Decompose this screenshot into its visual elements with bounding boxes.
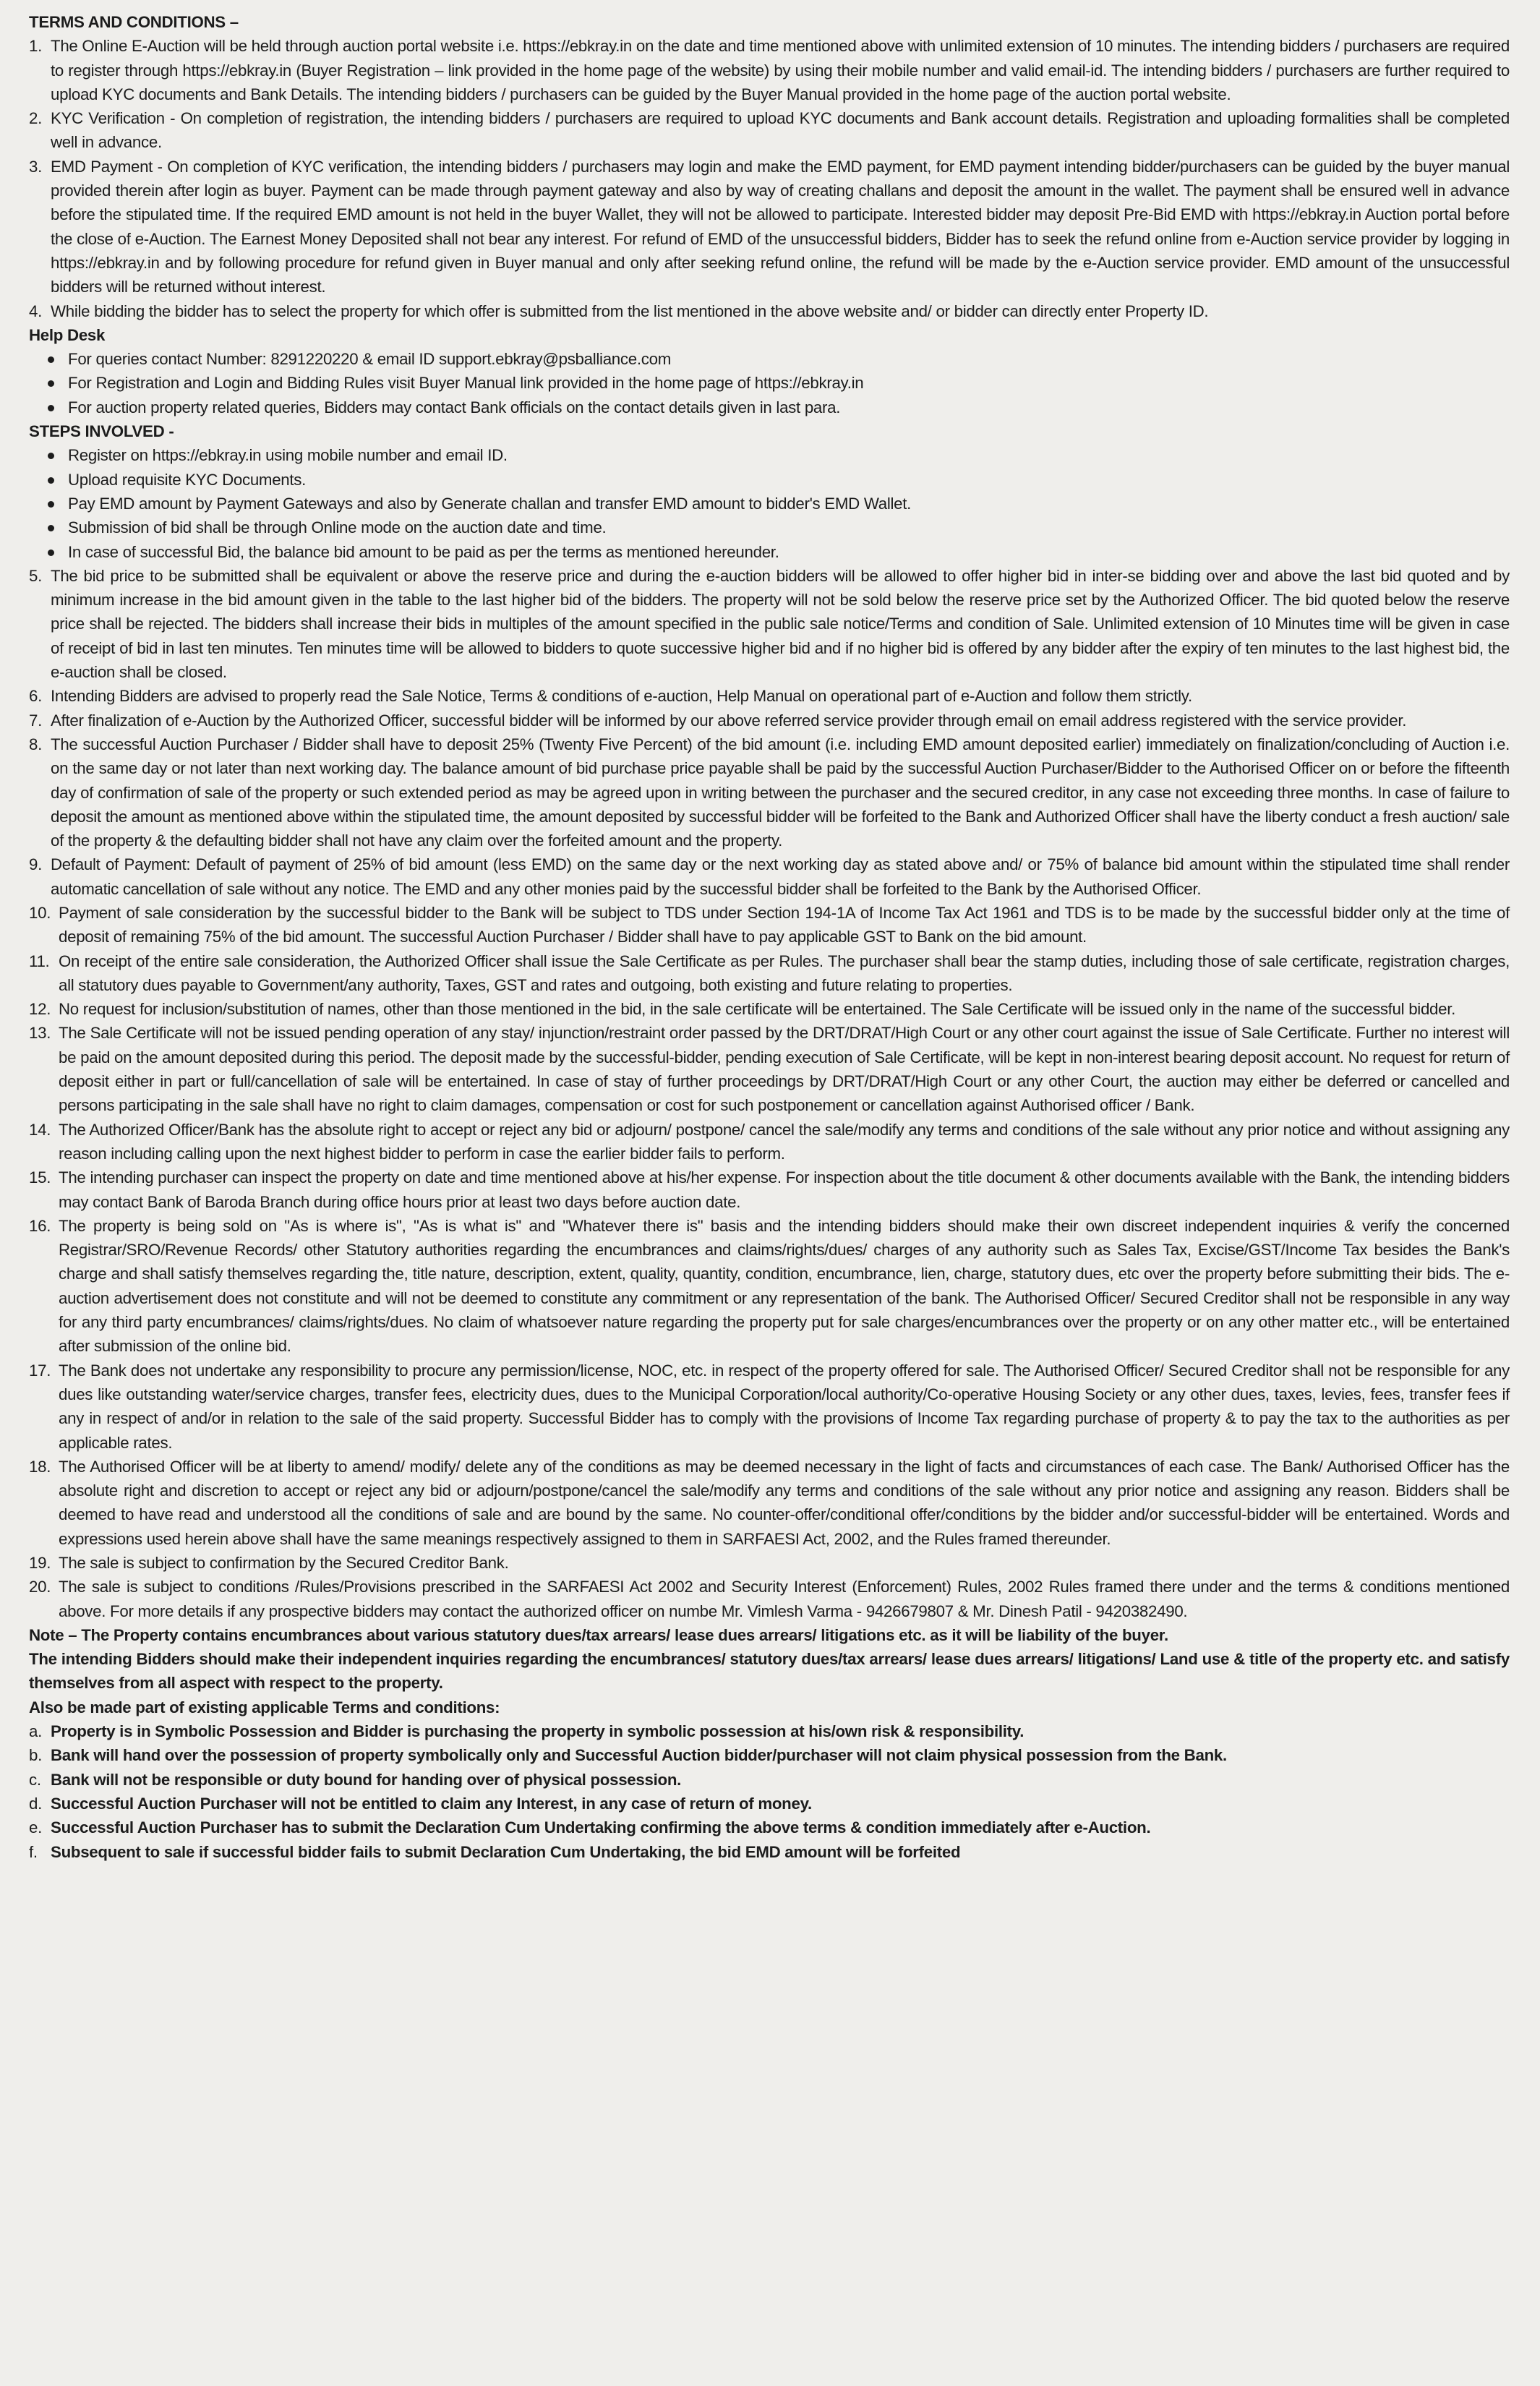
term-number: 10. — [29, 903, 51, 922]
term-text: Bank will not be responsible or duty bound for handing over of physical possession. — [51, 1770, 682, 1789]
term-number: 17. — [29, 1361, 51, 1380]
terms-list-a — [29, 34, 1510, 323]
term-number: 13. — [29, 1024, 51, 1043]
step-item — [29, 492, 1510, 516]
step-item — [29, 540, 1510, 564]
term-item-5 — [29, 564, 1510, 684]
terms-list-b — [29, 564, 1510, 1623]
term-item-11 — [29, 949, 1510, 998]
term-number: 18. — [29, 1457, 51, 1476]
term-item-20 — [29, 1575, 1510, 1623]
term-number: 1. — [29, 37, 42, 56]
term-text: Payment of sale consideration by the successful bidder to the Bank will be subject to TDS under Section 194-1A of Income Tax Act 1961 and TDS is to be made by the successful bidder only at the time of deposit of remaining 75% of the bid amount. The successful Auction Purchaser / Bidder shall have to pay applicable GST to Bank on the bid amount. — [59, 903, 1510, 946]
term-item-10 — [29, 901, 1510, 949]
term-text: Bank will hand over the possession of property symbolically only and Successful Auction bidder/purchaser will not claim physical possession from the Bank. — [51, 1746, 1227, 1765]
term-item-8 — [29, 732, 1510, 852]
term-item-19 — [29, 1551, 1510, 1575]
term-text: No request for inclusion/substitution of names, other than those mentioned in the bid, in the sale certificate will be entertained. The Sale Certificate will be issued only in the name of the successful bidder. — [59, 1000, 1456, 1019]
steps-heading: STEPS INVOLVED - — [29, 422, 174, 441]
term-letter: b. — [29, 1746, 42, 1765]
term-item-3 — [29, 155, 1510, 299]
term-text: Successful Auction Purchaser has to submit the Declaration Cum Undertaking confirming the above terms & condition immediately after e-Auction. — [51, 1818, 1151, 1837]
term-text: Intending Bidders are advised to properly read the Sale Notice, Terms & conditions of e-auction, Help Manual on operational part of e-Auction and follow them strictly. — [51, 687, 1192, 706]
term-number: 11. — [29, 952, 50, 970]
help-item — [29, 371, 1510, 395]
step-text: In case of successful Bid, the balance bid amount to be paid as per the terms as mentioned hereunder. — [68, 542, 779, 561]
help-desk-heading: Help Desk — [29, 325, 106, 344]
term-number: 3. — [29, 157, 42, 176]
additional-term-item — [29, 1816, 1510, 1839]
step-item — [29, 516, 1510, 539]
term-item-14 — [29, 1118, 1510, 1166]
term-text: While bidding the bidder has to select the property for which offer is submitted from the list mentioned in the above website and/ or bidder can directly enter Property ID. — [51, 302, 1209, 320]
help-text: For auction property related queries, Bidders may contact Bank officials on the contact details given in last para. — [68, 398, 841, 416]
term-text: Subsequent to sale if successful bidder fails to submit Declaration Cum Undertaking, the bid EMD amount will be forfeited — [51, 1842, 961, 1861]
term-item-15 — [29, 1166, 1510, 1214]
term-number: 20. — [29, 1578, 51, 1596]
help-text: For queries contact Number: 8291220220 & email ID support.ebkray@psballiance.com — [68, 350, 671, 369]
intending-bidders-paragraph: The intending Bidders should make their independent inquiries regarding the encumbrances/ statutory dues/tax arrears/ lease dues arrears/ litigations/ Land use & title of the property etc. and satisfy themselves from all aspect with respect to the property. — [29, 1650, 1510, 1693]
term-number: 5. — [29, 566, 42, 585]
additional-terms-heading: Also be made part of existing applicable Terms and conditions: — [29, 1698, 500, 1716]
term-item-16 — [29, 1214, 1510, 1359]
step-text: Submission of bid shall be through Online mode on the auction date and time. — [68, 518, 607, 537]
term-number: 2. — [29, 109, 42, 128]
term-text: The sale is subject to confirmation by the Secured Creditor Bank. — [59, 1554, 509, 1572]
help-item — [29, 395, 1510, 419]
additional-term-item — [29, 1792, 1510, 1816]
term-text: EMD Payment - On completion of KYC verification, the intending bidders / purchasers may login and make the EMD payment, for EMD payment intending bidder/purchasers can be guided by the buyer manual provided therein after login as buyer. Payment can be made through payment gateway and also by way of creating challans and deposit the amount in the wallet. The payment shall be ensured well in advance before the stipulated time. If the required EMD amount is not held in the buyer Wallet, they will not be allowed to participate. Interested bidder may deposit Pre-Bid EMD with https://ebkray.in Auction portal before the close of e-Auction. The Earnest Money Deposited shall not bear any interest. For refund of EMD of the unsuccessful bidders, Bidder has to seek the refund online from e-Auction service provider by logging in https://ebkray.in and by following procedure for refund given in Buyer manual and only after seeking refund online, the refund will be made by the e-Auction service provider. EMD amount of the unsuccessful bidders will be returned without interest. — [51, 157, 1510, 296]
term-number: 8. — [29, 735, 42, 753]
term-number: 19. — [29, 1554, 51, 1572]
term-item-18 — [29, 1455, 1510, 1551]
term-item-2 — [29, 106, 1510, 155]
term-text: Successful Auction Purchaser will not be entitled to claim any Interest, in any case of return of money. — [51, 1794, 812, 1813]
help-text: For Registration and Login and Bidding Rules visit Buyer Manual link provided in the home page of https://ebkray.in — [68, 374, 864, 393]
term-number: 6. — [29, 687, 42, 706]
steps-list — [29, 443, 1510, 563]
term-number: 4. — [29, 302, 42, 320]
additional-term-item — [29, 1743, 1510, 1767]
term-letter: c. — [29, 1770, 41, 1789]
term-letter: d. — [29, 1794, 42, 1813]
term-letter: e. — [29, 1818, 42, 1837]
term-text: The Authorised Officer will be at liberty to amend/ modify/ delete any of the conditions as may be deemed necessary in the light of facts and circumstances of each case. The Bank/ Authorised Officer has the absolute right and discretion to accept or reject any bid or adjourn/postpone/cancel the sale/modify any terms and conditions of the sale without any prior notice and assigning any reason. Bidders shall be deemed to have read and understood all the conditions of sale and are bound by the same. No counter-offer/conditional offer/conditions by the bidder and/or successful-bidder will be entertained. Words and expressions used herein above shall have the same meanings respectively assigned to them in SARFAESI Act, 2002, and the Rules framed thereunder. — [59, 1457, 1510, 1548]
term-text: KYC Verification - On completion of registration, the intending bidders / purchasers are required to upload KYC documents and Bank account details. Registration and uploading formalities shall be completed well in advance. — [51, 109, 1510, 152]
step-item — [29, 443, 1510, 467]
term-text: The Online E-Auction will be held through auction portal website i.e. https://ebkray.in on the date and time mentioned above with unlimited extension of 10 minutes. The intending bidders / purchasers are required to register through https://ebkray.in (Buyer Registration – link provided in the home page of the website) by using their mobile number and valid email-id. The intending bidders / purchasers are further required to upload KYC documents and Bank Details. The intending bidders / purchasers can be guided by the Buyer Manual provided in the home page of the auction portal website. — [51, 37, 1510, 103]
term-text: The property is being sold on "As is where is", "As is what is" and "Whatever there is" basis and the intending bidders should make their own discreet independent inquiries & verify the concerned Registrar/SRO/Revenue Records/ other Statutory authorities regarding the encumbrances and claims/rights/dues/ charges of any authority such as Sales Tax, Excise/GST/Income Tax besides the Bank's charge and shall satisfy themselves regarding the, title nature, description, extent, quality, quantity, condition, encumbrance, lien, charge, statutory dues, etc over the property before submitting their bids. The e-auction advertisement does not constitute and will not be deemed to constitute any commitment or any representation of the bank. The Authorised Officer/ Secured Creditor shall not be responsible in any way for any third party encumbrances/ claims/rights/dues. No claim of whatsoever nature regarding the property put for sale charges/encumbrances over the property or on any other matter etc., will be entertained after submission of the online bid. — [59, 1216, 1510, 1356]
terms-document — [29, 10, 1510, 1864]
term-item-17 — [29, 1359, 1510, 1455]
term-letter: a. — [29, 1722, 42, 1741]
term-text: The intending purchaser can inspect the property on date and time mentioned above at his/her expense. For inspection about the title document & other documents available with the Bank, the intending bidders may contact Bank of Baroda Branch during office hours prior at least two days before auction date. — [59, 1168, 1510, 1211]
step-text: Register on https://ebkray.in using mobile number and email ID. — [68, 446, 508, 465]
term-number: 7. — [29, 711, 42, 730]
term-item-4 — [29, 299, 1510, 323]
term-item-7 — [29, 709, 1510, 732]
step-item — [29, 468, 1510, 492]
term-item-12 — [29, 997, 1510, 1021]
term-text: The bid price to be submitted shall be equivalent or above the reserve price and during the e-auction bidders will be allowed to offer higher bid in inter-se bidding over and above the last bid quoted and by minimum increase in the bid amount given in the table to the last higher bid of the bidders. The property will not be sold below the reserve price set by the Authorized Officer. The bid quoted below the reserve price shall be rejected. The bidders shall increase their bids in multiples of the amount specified in the public sale notice/Terms and condition of Sale. Unlimited extension of 10 Minutes time will be given in case of receipt of bid in last ten minutes. Ten minutes time will be allowed to bidders to quote successive higher bid and if no higher bid is offered by any bidder after the expiry of ten minutes to the last highest bid, the e-auction shall be closed. — [51, 566, 1510, 682]
term-text: The Sale Certificate will not be issued pending operation of any stay/ injunction/restraint order passed by the DRT/DRAT/High Court or any other court against the issue of Sale Certificate. Further no interest will be paid on the amount deposited during this period. The deposit made by the successful-bidder, pending execution of Sale Certificate, will be kept in non-interest bearing deposit account. No request for return of deposit either in part or full/cancellation of sale will be entertained. In case of stay of further proceedings by DRT/DRAT/High Court or any other Court, the auction may either be deferred or cancelled and persons participating in the sale shall have no right to claim damages, compensation or cost for such postponement or cancellation against Authorised officer / Bank. — [59, 1024, 1510, 1115]
term-text: The successful Auction Purchaser / Bidder shall have to deposit 25% (Twenty Five Percent) of the bid amount (i.e. including EMD amount deposited earlier) immediately on finalization/concluding of Auction i.e. on the same day or not later than next working day. The balance amount of bid purchase price payable shall be paid by the successful Auction Purchaser/Bidder to the Authorised Officer on or before the fifteenth day of confirmation of sale of the property or such extended period as may be agreed upon in writing between the purchaser and the secured creditor, in any case not exceeding three months. In case of failure to deposit the amount as mentioned above within the stipulated time, the amount deposited by successful bidder will be forfeited to the Bank and Authorized Officer shall have the liberty conduct a fresh auction/ sale of the property & the defaulting bidder shall not have any claim over the forfeited amount and the property. — [51, 735, 1510, 850]
encumbrance-note: Note – The Property contains encumbrances about various statutory dues/tax arrears/ lease dues arrears/ litigations etc. as it will be liability of the buyer. — [29, 1625, 1168, 1644]
term-text: On receipt of the entire sale consideration, the Authorized Officer shall issue the Sale Certificate as per Rules. The purchaser shall bear the stamp duties, including those of sale certificate, registration charges, all statutory dues payable to Government/any authority, Taxes, GST and rates and outgoing, both existing and future relating to properties. — [59, 952, 1510, 994]
term-item-9 — [29, 852, 1510, 901]
terms-heading: TERMS AND CONDITIONS – — [29, 13, 239, 31]
term-text: The Bank does not undertake any responsibility to procure any permission/license, NOC, etc. in respect of the property offered for sale. The Authorised Officer/ Secured Creditor shall not be responsible for any dues like outstanding water/service charges, transfer fees, electricity dues, dues to the Municipal Corporation/local authority/Co-operative Housing Society or any other dues, taxes, levies, fees, transfer fees if any in respect of and/or in relation to the sale of the said property. Successful Bidder has to comply with the provisions of Income Tax regarding purchase of property & to pay the tax to the authorities as per applicable rates. — [59, 1361, 1510, 1452]
term-text: The sale is subject to conditions /Rules/Provisions prescribed in the SARFAESI Act 2002 and Security Interest (Enforcement) Rules, 2002 Rules framed there under and the terms & conditions mentioned above. For more details if any prospective bidders may contact the authorized officer on numbe Mr. Vimlesh Varma - 9426679807 & Mr. Dinesh Patil - 9420382490. — [59, 1578, 1510, 1620]
additional-term-item — [29, 1840, 1510, 1864]
term-text: The Authorized Officer/Bank has the absolute right to accept or reject any bid or adjourn/ postpone/ cancel the sale/modify any terms and conditions of the sale without any prior notice and without assigning any reason including calling upon the next highest bidder to perform in case the earlier bidder fails to perform. — [59, 1120, 1510, 1163]
step-text: Pay EMD amount by Payment Gateways and also by Generate challan and transfer EMD amount to bidder's EMD Wallet. — [68, 494, 912, 513]
term-text: Property is in Symbolic Possession and Bidder is purchasing the property in symbolic possession at his/own risk & responsibility. — [51, 1722, 1024, 1741]
term-number: 15. — [29, 1168, 51, 1187]
term-text: Default of Payment: Default of payment of 25% of bid amount (less EMD) on the same day or the next working day as stated above and/ or 75% of balance bid amount within the stipulated time shall render automatic cancellation of sale without any notice. The EMD and any other monies paid by the successful bidder shall be forfeited to the Bank by the Authorised Officer. — [51, 855, 1510, 898]
term-item-13 — [29, 1021, 1510, 1117]
additional-terms-list — [29, 1719, 1510, 1864]
term-number: 14. — [29, 1120, 51, 1139]
term-number: 16. — [29, 1216, 51, 1235]
step-text: Upload requisite KYC Documents. — [68, 470, 307, 489]
term-item-6 — [29, 684, 1510, 708]
term-text: After finalization of e-Auction by the Authorized Officer, successful bidder will be informed by our above referred service provider through email on email address registered with the service provider. — [51, 711, 1407, 730]
additional-term-item — [29, 1768, 1510, 1792]
term-number: 12. — [29, 1000, 51, 1019]
term-number: 9. — [29, 855, 42, 874]
term-letter: f. — [29, 1842, 38, 1861]
help-desk-list — [29, 347, 1510, 419]
help-item — [29, 347, 1510, 371]
term-item-1 — [29, 34, 1510, 106]
additional-term-item — [29, 1719, 1510, 1743]
